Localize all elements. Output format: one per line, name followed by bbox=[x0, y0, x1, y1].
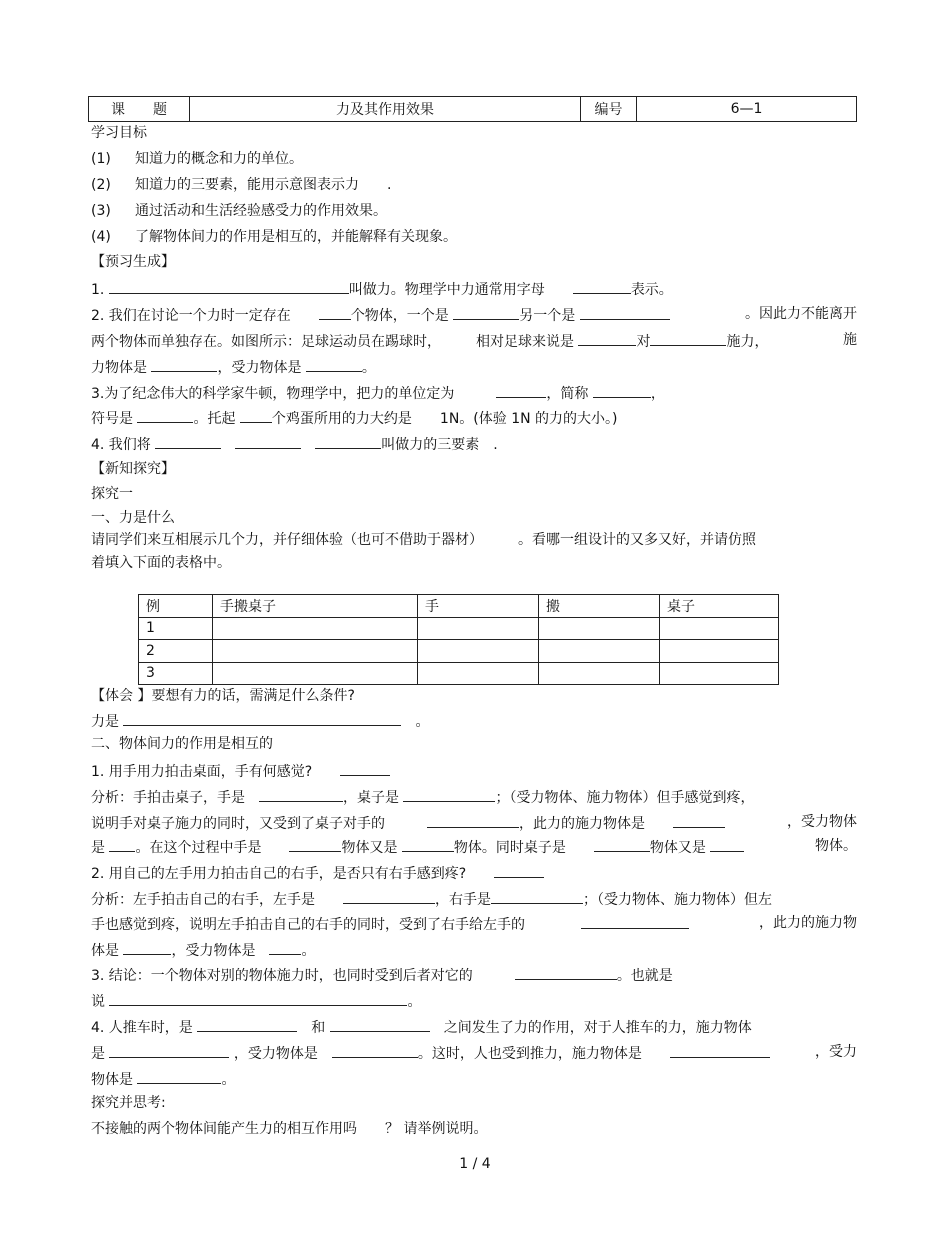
part2-analysis-line3: 体是 ，受力物体是 。 bbox=[91, 939, 315, 961]
section-1-title: 一、力是什么 bbox=[91, 510, 175, 526]
table-cell[interactable] bbox=[539, 640, 660, 663]
number-value: 6—1 bbox=[637, 97, 857, 122]
explore-sub1: 探究一 bbox=[91, 486, 133, 502]
page-number: 1 / 4 bbox=[459, 1156, 491, 1172]
number-label: 编号 bbox=[581, 97, 637, 122]
table-row bbox=[139, 640, 779, 663]
table-cell[interactable] bbox=[539, 617, 660, 640]
part1-analysis-line1: 分析：手拍击桌子，手是 ，桌子是 ；（受力物体、施力物体）但手感觉到疼， bbox=[91, 786, 754, 808]
preview-q1: 1. 叫做力。物理学中力通常用字母 表示。 bbox=[91, 278, 673, 300]
table-cell[interactable] bbox=[213, 662, 418, 685]
table-cell[interactable] bbox=[418, 617, 539, 640]
table-header-cell: 手搬桌子 bbox=[213, 595, 418, 618]
goals-title: 学习目标 bbox=[91, 125, 147, 141]
part2-analysis-line2: 手也感觉到疼，说明左手拍击自己的右手的同时，受到了右手给左手的 ，此力的施力物 bbox=[91, 915, 857, 933]
table-cell[interactable] bbox=[660, 662, 779, 685]
table-header-cell: 例 bbox=[139, 595, 213, 618]
table-header-cell: 桌子 bbox=[660, 595, 779, 618]
goal-item-2: (2) 知道力的三要素，能用示意图表示力 . bbox=[91, 177, 392, 193]
preview-q2-line3: 力物体是 ，受力物体是 。 bbox=[91, 356, 376, 378]
preview-q4: 4. 我们将 叫做力的三要素 . bbox=[91, 433, 498, 455]
explore-intro-line1: 请同学们来互相展示几个力，并仔细体验（也可不借助于器材） 。看哪一组设计的又多又好，并请仿照 bbox=[91, 532, 756, 548]
table-cell[interactable] bbox=[213, 617, 418, 640]
section-2-title: 二、物体间力的作用是相互的 bbox=[91, 736, 273, 752]
think-question: 不接触的两个物体间能产生力的相互作用吗 ？ 请举例说明。 bbox=[91, 1121, 488, 1137]
part3-line1: 3. 结论：一个物体对别的物体施力时，也同时受到后者对它的 。也就是 bbox=[91, 964, 673, 986]
table-cell[interactable] bbox=[660, 617, 779, 640]
goal-item-4: (4) 了解物体间力的作用是相互的，并能解释有关现象。 bbox=[91, 229, 457, 245]
table-cell: 1 bbox=[139, 617, 213, 640]
table-cell[interactable] bbox=[660, 640, 779, 663]
part1-question: 1. 用手用力拍击桌面，手有何感觉? bbox=[91, 760, 390, 782]
part4-line1: 4. 人推车时，是 和 之间发生了力的作用，对于人推车的力，施力物体 bbox=[91, 1016, 752, 1038]
table-row bbox=[139, 662, 779, 685]
table-cell[interactable] bbox=[539, 662, 660, 685]
preview-q3-line1: 3.为了纪念伟大的科学家牛顿，物理学中，把力的单位定为 ，简称 ， bbox=[91, 382, 665, 404]
explore-title: 【新知探究】 bbox=[91, 461, 175, 477]
reflect-answer: 力是 。 bbox=[91, 710, 429, 732]
table-header-cell: 搬 bbox=[539, 595, 660, 618]
reflect-question: 【体会 】要想有力的话，需满足什么条件? bbox=[91, 688, 355, 704]
table-header-row bbox=[139, 595, 779, 618]
table-row bbox=[139, 617, 779, 640]
table-cell[interactable] bbox=[213, 640, 418, 663]
goal-item-1: (1) 知道力的概念和力的单位。 bbox=[91, 151, 303, 167]
table-cell[interactable] bbox=[418, 640, 539, 663]
goal-item-3: (3) 通过活动和生活经验感受力的作用效果。 bbox=[91, 203, 387, 219]
preview-q2-line2: 两个物体而单独存在。如图所示：足球运动员在踢球时， 相对足球来说是 对 施力， 施 bbox=[91, 332, 857, 350]
part1-analysis-line3: 是 。在这个过程中手是 物体又是 物体。同时桌子是 物体又是 物体。 bbox=[91, 838, 857, 856]
preview-title: 【预习生成】 bbox=[91, 254, 175, 270]
table-cell: 3 bbox=[139, 662, 213, 685]
table-header-cell: 手 bbox=[418, 595, 539, 618]
part3-line2: 说 。 bbox=[91, 990, 421, 1012]
topic-title: 力及其作用效果 bbox=[190, 97, 581, 122]
explore-intro-line2: 着填入下面的表格中。 bbox=[91, 555, 231, 571]
table-cell: 2 bbox=[139, 640, 213, 663]
preview-q2-line1: 2. 我们在讨论一个力时一定存在 个物体，一个是 另一个是 。因此力不能离开 bbox=[91, 306, 857, 324]
part1-analysis-line2: 说明手对桌子施力的同时，又受到了桌子对手的 ，此力的施力物体是 ，受力物体 bbox=[91, 814, 857, 832]
topic-label: 课 题 bbox=[89, 97, 190, 122]
table-cell[interactable] bbox=[418, 662, 539, 685]
part4-line3: 物体是 。 bbox=[91, 1068, 235, 1090]
part4-line2: 是 ，受力物体是 。这时，人也受到推力，施力物体是 ，受力 bbox=[91, 1044, 857, 1062]
think-title: 探究并思考: bbox=[91, 1095, 166, 1111]
part2-analysis-line1: 分析：左手拍击自己的右手，左手是 ，右手是 ；（受力物体、施力物体）但左 bbox=[91, 888, 772, 910]
part2-question: 2. 用自己的左手用力拍击自己的右手，是否只有右手感到疼? bbox=[91, 862, 544, 884]
example-table bbox=[138, 594, 779, 685]
preview-q3-line2: 符号是 。托起 个鸡蛋所用的力大约是 1N。(体验 1N 的力的大小。) bbox=[91, 407, 618, 429]
header-table bbox=[88, 96, 857, 122]
